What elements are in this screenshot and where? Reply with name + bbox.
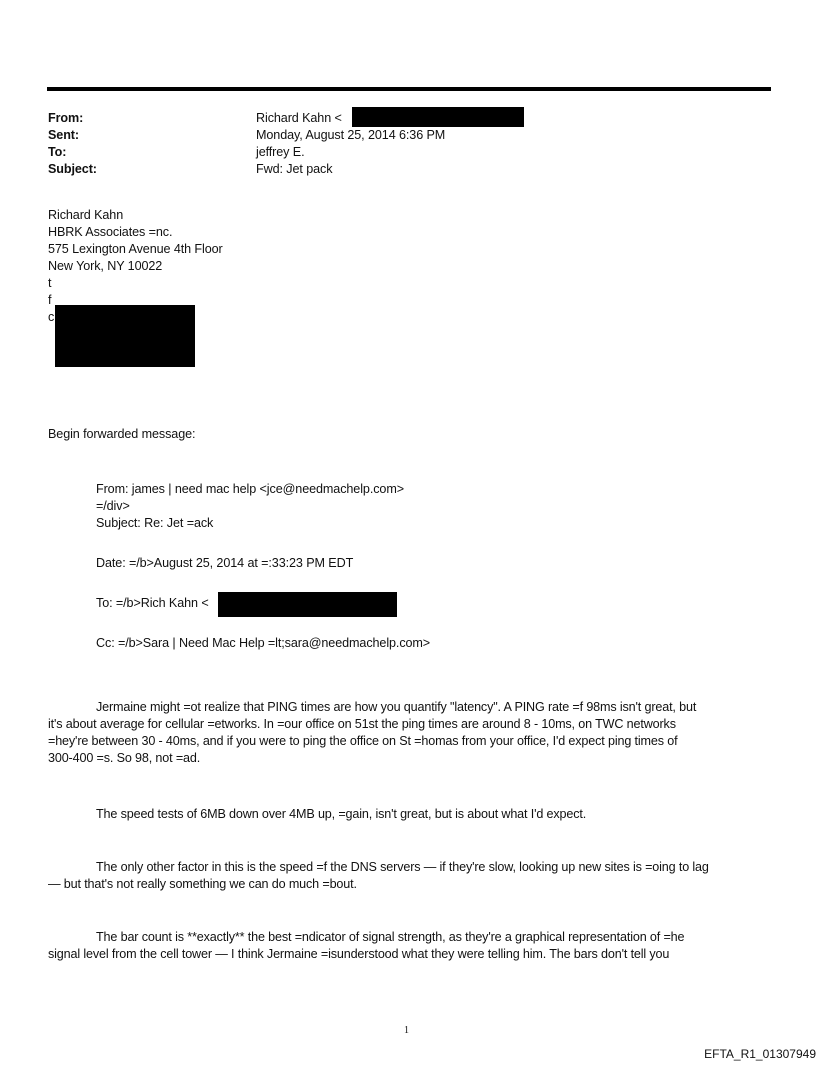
subject-label: Subject: — [48, 162, 97, 176]
line: signal level from the cell tower — I think Jermaine =isunderstood what they were telling him. The bars don't tell you — [48, 947, 670, 961]
signature-fax: f — [48, 293, 52, 307]
line: it's about average for cellular =etworks. In =our office on 51st the ping times are around 8 - 10ms, on TWC networks — [48, 717, 676, 731]
document-id-footer: EFTA_R1_01307949 — [704, 1047, 816, 1061]
body-paragraph-2 — [48, 806, 586, 823]
from-label: From: — [48, 111, 84, 125]
redaction-from-email — [352, 107, 524, 127]
fwd-subject: Subject: Re: Jet =ack — [96, 516, 214, 530]
body-paragraph-1 — [48, 699, 696, 767]
to-value: jeffrey E. — [256, 145, 305, 159]
sent-label: Sent: — [48, 128, 79, 142]
fwd-cc: Cc: =/b>Sara | Need Mac Help =lt;sara@needmachelp.com> — [96, 636, 431, 650]
to-label: To: — [48, 145, 67, 159]
forward-intro: Begin forwarded message: — [48, 427, 196, 441]
signature-city: New York, NY 10022 — [48, 259, 163, 273]
body-paragraph-3 — [48, 859, 709, 893]
header-rule — [47, 87, 771, 91]
redaction-fwd-to-email — [218, 592, 397, 617]
line: Jermaine might =ot realize that PING times are how you quantify "latency". A PING rate =f 98ms isn't great, but — [96, 700, 697, 714]
fwd-from: From: james | need mac help <jce@needmachelp.com> — [96, 482, 404, 496]
signature-address: 575 Lexington Avenue 4th Floor — [48, 242, 223, 256]
signature-cell: c — [48, 310, 55, 324]
body-paragraph-4 — [48, 929, 684, 963]
line: =hey're between 30 - 40ms, and if you were to ping the office on St =homas from your office, I'd expect ping times of — [48, 734, 678, 748]
line: The speed tests of 6MB down over 4MB up, =gain, isn't great, but is about what I'd expect. — [96, 807, 587, 821]
sent-value: Monday, August 25, 2014 6:36 PM — [256, 128, 446, 142]
line: — but that's not really something we can do much =bout. — [48, 877, 357, 891]
line: The bar count is **exactly** the best =ndicator of signal strength, as they're a graphical representation of =he — [96, 930, 685, 944]
fwd-date: Date: =/b>August 25, 2014 at =:33:23 PM EDT — [96, 556, 354, 570]
from-value: Richard Kahn < — [256, 111, 342, 125]
line: 300-400 =s. So 98, not =ad. — [48, 751, 201, 765]
signature-name: Richard Kahn — [48, 208, 124, 222]
line: The only other factor in this is the speed =f the DNS servers — if they're slow, looking up new sites is =oing to lag — [96, 860, 709, 874]
fwd-to: To: =/b>Rich Kahn < — [96, 596, 209, 610]
signature-tel: t — [48, 276, 52, 290]
fwd-div: =/div> — [96, 499, 130, 513]
signature-company: HBRK Associates =nc. — [48, 225, 173, 239]
page-number: 1 — [404, 1025, 409, 1036]
redaction-signature-phones — [55, 305, 195, 367]
subject-value: Fwd: Jet pack — [256, 162, 333, 176]
